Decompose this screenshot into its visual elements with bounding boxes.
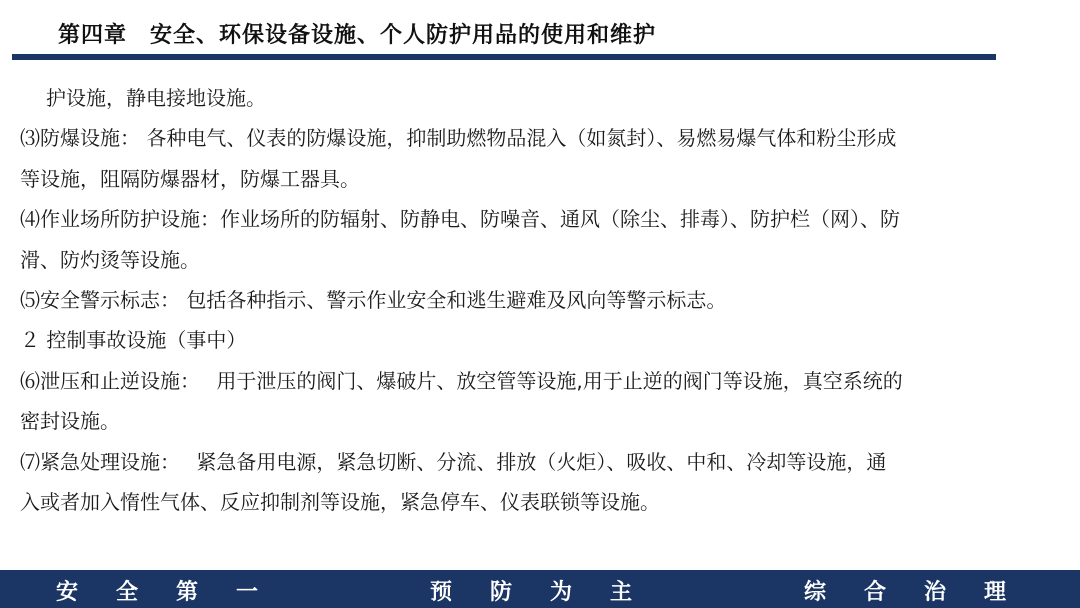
- text-line: 等设施，阻隔防爆器材，防爆工器具。: [20, 166, 360, 191]
- text-line: ⑺紧急处理设施： 紧急备用电源，紧急切断、分流、排放（火炬）、吸收、中和、冷却等设施，通: [20, 449, 887, 474]
- header-divider: [12, 54, 996, 60]
- text-line: 入或者加入惰性气体、反应抑制剂等设施，紧急停车、仪表联锁等设施。: [20, 489, 660, 514]
- text-line: 滑、防灼烫等设施。: [20, 247, 200, 272]
- text-line: ⑸安全警示标志： 包括各种指示、警示作业安全和逃生避难及风向等警示标志。: [20, 287, 727, 312]
- page-title: 第四章 安全、环保设备设施、个人防护用品的使用和维护: [58, 23, 657, 48]
- text-line: ⑹泄压和止逆设施： 用于泄压的阀门、爆破片、放空管等设施,用于止逆的阀门等设施，真空系统的: [20, 368, 903, 393]
- footer-slogan-prevention: 预防为主: [430, 580, 671, 605]
- footer-bar: [0, 570, 1080, 608]
- section-heading: ２ 控制事故设施（事中）: [20, 328, 247, 353]
- text-line: 密封设施。: [20, 409, 120, 434]
- text-line: ⑶防爆设施： 各种电气、仪表的防爆设施，抑制助燃物品混入（如氮封）、易燃易爆气体和粉尘形成: [20, 126, 897, 151]
- footer-slogan-safety-first: 安全第一: [56, 580, 297, 605]
- text-line: 护设施，静电接地设施。: [46, 86, 266, 110]
- main-content: [20, 78, 1050, 522]
- footer-slogan-comprehensive: 综合治理: [804, 580, 1045, 605]
- text-line: ⑷作业场所防护设施：作业场所的防辐射、防静电、防噪音、通风（除尘、排毒）、防护栏（网）、防: [20, 207, 900, 232]
